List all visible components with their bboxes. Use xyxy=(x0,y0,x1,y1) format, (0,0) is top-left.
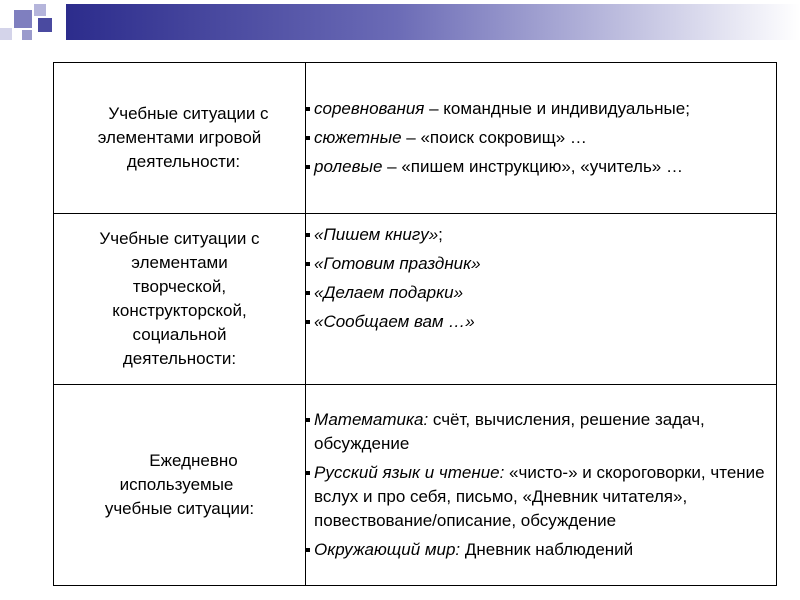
decorative-square xyxy=(38,18,52,32)
category-text-line: Ежедневно xyxy=(149,451,238,470)
item-emphasis: Математика: xyxy=(314,410,429,429)
category-text-line: социальной xyxy=(132,325,227,344)
list-item xyxy=(306,223,776,247)
list-item xyxy=(306,538,776,562)
examples-cell xyxy=(306,385,777,586)
list-item xyxy=(306,97,776,121)
item-emphasis: «Сообщаем вам …» xyxy=(314,312,475,331)
item-text: – «пишем инструкцию», «учитель» … xyxy=(382,157,683,176)
decorative-square xyxy=(34,4,46,16)
category-cell xyxy=(54,385,306,586)
list-item xyxy=(306,252,776,276)
table-row xyxy=(54,385,777,586)
item-emphasis: «Готовим праздник» xyxy=(314,254,481,273)
learning-situations-table xyxy=(53,62,777,586)
category-text-line: деятельности: xyxy=(122,349,237,368)
category-text-line: Учебные ситуации с xyxy=(108,104,269,123)
item-text: – командные и индивидуальные; xyxy=(424,99,690,118)
item-emphasis: соревнования xyxy=(314,99,425,118)
list-item xyxy=(306,155,776,179)
decorative-square xyxy=(14,10,32,28)
item-emphasis: ролевые xyxy=(314,157,383,176)
category-text-line: Учебные ситуации с xyxy=(99,229,260,248)
category-text-line: конструкторской, xyxy=(112,301,247,320)
item-emphasis: «Делаем подарки» xyxy=(314,283,464,302)
item-text: счёт, вычисления, решение задач, обсуждение xyxy=(314,410,705,453)
item-emphasis: «Пишем книгу» xyxy=(314,225,439,244)
category-text-line: творческой, xyxy=(132,277,227,296)
header-gradient-stripe xyxy=(66,4,800,40)
list-item xyxy=(306,408,776,456)
examples-cell xyxy=(306,63,777,214)
decorative-square xyxy=(22,30,32,40)
examples-cell xyxy=(306,214,777,385)
item-text: – «поиск сокровищ» … xyxy=(401,128,587,147)
category-text-line: учебные ситуации: xyxy=(104,499,255,518)
category-cell xyxy=(54,214,306,385)
category-text-line: используемые xyxy=(119,475,234,494)
category-cell xyxy=(54,63,306,214)
item-text: «чисто-» и скороговорки, чтение вслух и про себя, письмо, «Дневник читателя», повествование/описание, обсуждение xyxy=(314,463,765,530)
item-text: ; xyxy=(438,225,443,244)
list-item xyxy=(306,461,776,533)
decorative-header-bar xyxy=(0,0,800,40)
category-text-line: элементами игровой xyxy=(97,128,262,147)
item-emphasis: сюжетные xyxy=(314,128,402,147)
category-text-line: элементами xyxy=(131,253,228,272)
list-item xyxy=(306,310,776,334)
item-emphasis: Русский язык и чтение: xyxy=(314,463,505,482)
item-emphasis: Окружающий мир: xyxy=(314,540,461,559)
list-item xyxy=(306,281,776,305)
category-text-line: деятельности: xyxy=(126,152,241,171)
list-item xyxy=(306,126,776,150)
table-row xyxy=(54,214,777,385)
decorative-square xyxy=(0,28,12,40)
table-row xyxy=(54,63,777,214)
item-text: Дневник наблюдений xyxy=(460,540,634,559)
